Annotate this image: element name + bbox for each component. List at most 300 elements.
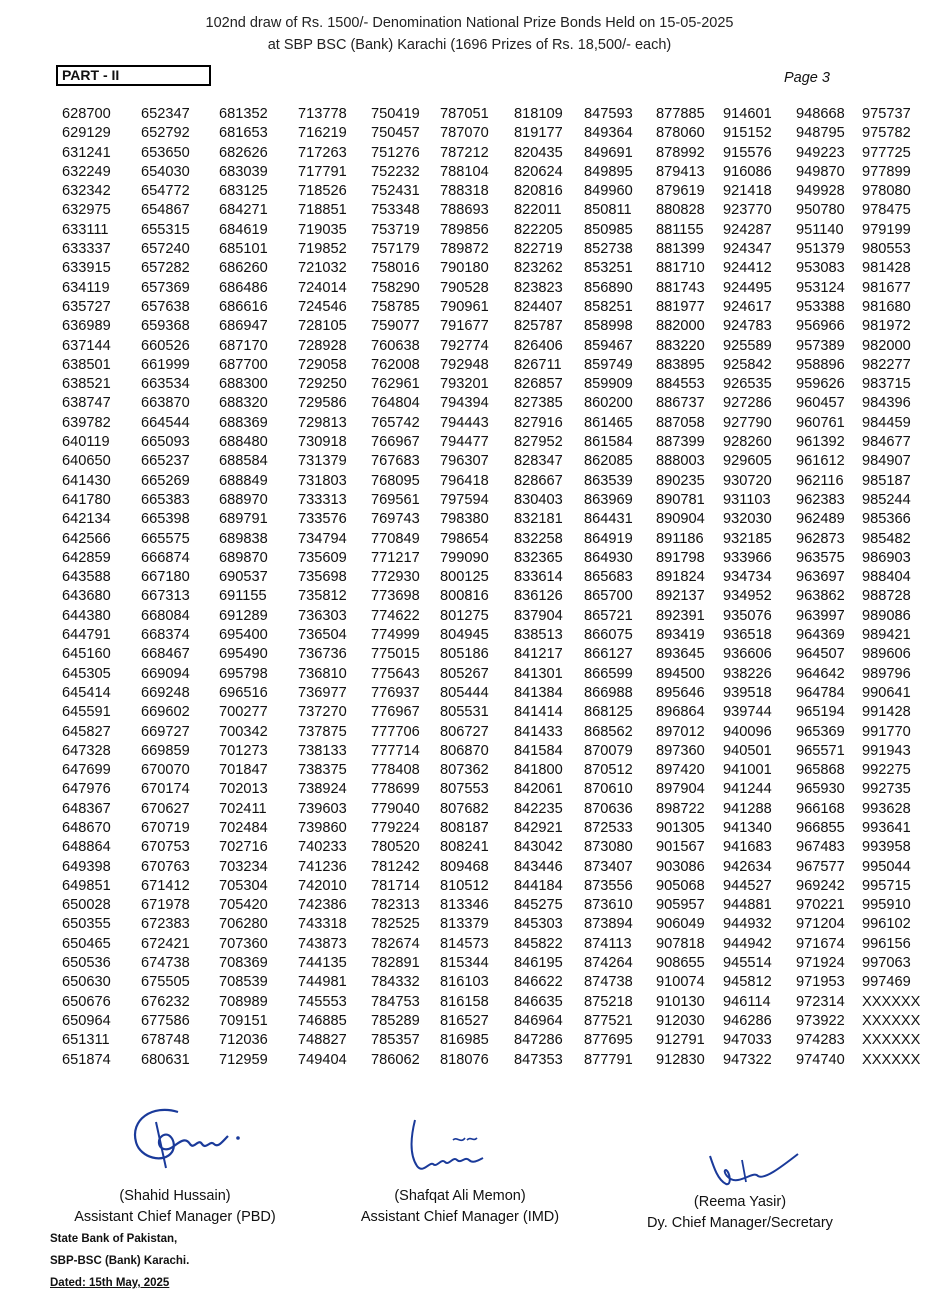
prize-number: 672383 — [141, 916, 190, 933]
prize-number: 669602 — [141, 704, 190, 721]
prize-number: 652792 — [141, 125, 190, 142]
prize-number: 792948 — [440, 356, 489, 373]
prize-number: 776967 — [371, 704, 420, 721]
prize-number: 632342 — [62, 183, 111, 200]
prize-number: 822011 — [514, 202, 562, 219]
prize-number: 769561 — [371, 491, 420, 508]
prize-number: 707360 — [219, 935, 268, 952]
prize-number: 633111 — [62, 221, 109, 238]
signatory-2 — [345, 1110, 575, 1228]
prize-number: 728928 — [298, 337, 347, 354]
prize-number: 941288 — [723, 800, 772, 817]
prize-number: 749404 — [298, 1051, 347, 1068]
prize-number: 695400 — [219, 627, 268, 644]
prize-number: 947033 — [723, 1032, 772, 1049]
prize-number: 717791 — [298, 163, 347, 180]
prize-number: 864431 — [584, 511, 633, 528]
prize-number: 641780 — [62, 491, 111, 508]
prize-number: 672421 — [141, 935, 190, 952]
prize-number: 753348 — [371, 202, 420, 219]
prize-number: 758016 — [371, 260, 420, 277]
prize-number: 640650 — [62, 453, 111, 470]
prize-number: 991428 — [862, 704, 911, 721]
prize-number: 959626 — [796, 376, 845, 393]
prize-number: 991770 — [862, 723, 911, 740]
prize-number: 934952 — [723, 588, 772, 605]
prize-number: 688584 — [219, 453, 268, 470]
prize-number: 644791 — [62, 627, 111, 644]
prize-number: 766967 — [371, 434, 420, 451]
prize-number: 849364 — [584, 125, 633, 142]
prize-number: 736303 — [298, 607, 347, 624]
prize-number: 941340 — [723, 819, 772, 836]
signatory-3-title: Dy. Chief Manager/Secretary — [647, 1215, 833, 1231]
prize-number: 846195 — [514, 955, 563, 972]
prize-number: 650028 — [62, 897, 111, 914]
prize-number: 650355 — [62, 916, 111, 933]
prize-number: 984459 — [862, 414, 911, 431]
prize-number: 993958 — [862, 839, 911, 856]
prize-number: 688320 — [219, 395, 268, 412]
prize-number: 681653 — [219, 125, 268, 142]
prize-number: 824407 — [514, 298, 563, 315]
prize-number: 813379 — [440, 916, 489, 933]
prize-number: 659368 — [141, 318, 190, 335]
prize-number: 951379 — [796, 241, 845, 258]
prize-number: 827916 — [514, 414, 563, 431]
prize-number: 958896 — [796, 356, 845, 373]
prize-number: 818076 — [440, 1051, 489, 1068]
prize-number: 686260 — [219, 260, 268, 277]
prize-number: 859749 — [584, 356, 633, 373]
prize-number: 940096 — [723, 723, 772, 740]
prize-number: 650630 — [62, 974, 111, 991]
prize-number: 881710 — [656, 260, 705, 277]
prize-number: 997469 — [862, 974, 911, 991]
prize-number: 647328 — [62, 742, 111, 759]
prize-number: 936518 — [723, 627, 772, 644]
prize-number: 982000 — [862, 337, 911, 354]
prize-number: 651311 — [62, 1032, 110, 1049]
prize-number: 771217 — [371, 549, 420, 566]
prize-number: 971674 — [796, 935, 845, 952]
prize-number: 847593 — [584, 106, 633, 122]
prize-number: 945514 — [723, 955, 772, 972]
prize-number: 667313 — [141, 588, 190, 605]
prize-number: 905068 — [656, 877, 705, 894]
prize-number: 944881 — [723, 897, 772, 914]
prize-number: 941001 — [723, 762, 772, 779]
issuer-footer — [50, 1228, 189, 1294]
prize-number: 877791 — [584, 1051, 633, 1068]
prize-number: 870636 — [584, 800, 633, 817]
prize-number: 953083 — [796, 260, 845, 277]
prize-number: 649851 — [62, 877, 111, 894]
prize-number: 677586 — [141, 1012, 190, 1029]
prize-number: 996156 — [862, 935, 911, 952]
prize-number: 938226 — [723, 665, 772, 682]
prize-number: 891798 — [656, 549, 705, 566]
prize-number: 870512 — [584, 762, 633, 779]
prize-number: 953124 — [796, 279, 845, 296]
prize-number: 949870 — [796, 163, 845, 180]
prize-number: 947322 — [723, 1051, 772, 1068]
prize-number: 971924 — [796, 955, 845, 972]
prize-number: 932185 — [723, 530, 772, 547]
prize-number: 962116 — [796, 472, 844, 489]
prize-number: 953388 — [796, 298, 845, 315]
prize-number: 883220 — [656, 337, 705, 354]
prize-number: 665383 — [141, 491, 190, 508]
prize-number: 819177 — [514, 125, 563, 142]
prize-number: 706280 — [219, 916, 268, 933]
signatory-3-name: (Reema Yasir) — [693, 1194, 787, 1210]
prize-number: 805186 — [440, 646, 489, 663]
prize-number: 816985 — [440, 1032, 489, 1049]
prize-number: 887058 — [656, 414, 705, 431]
prize-number: 729250 — [298, 376, 347, 393]
prize-number: 963862 — [796, 588, 845, 605]
prize-number: 961392 — [796, 434, 845, 451]
prize-number: 801275 — [440, 607, 489, 624]
prize-number: 753719 — [371, 221, 420, 238]
prize-number: 878992 — [656, 144, 705, 161]
prize-number: 774622 — [371, 607, 420, 624]
prize-number: 864930 — [584, 549, 633, 566]
prize-number: 903086 — [656, 858, 705, 875]
prize-number: 713778 — [298, 106, 347, 122]
prize-number: 925589 — [723, 337, 772, 354]
prize-number: 841433 — [514, 723, 563, 740]
prize-number: 669859 — [141, 742, 190, 759]
prize-number: 984907 — [862, 453, 911, 470]
footer-line-1: State Bank of Pakistan, — [50, 1233, 178, 1245]
prize-number: 828667 — [514, 472, 563, 489]
prize-number: 924412 — [723, 260, 772, 277]
prize-number: 779224 — [371, 819, 420, 836]
number-column — [796, 105, 862, 1070]
prize-number: 665398 — [141, 511, 190, 528]
prize-number: 823823 — [514, 279, 563, 296]
prize-number: 893645 — [656, 646, 705, 663]
prize-number: 642566 — [62, 530, 111, 547]
prize-number: 941244 — [723, 781, 772, 798]
prize-number: 768095 — [371, 472, 420, 489]
prize-number: 731379 — [298, 453, 347, 470]
prize-number: 730918 — [298, 434, 347, 451]
prize-number: 980553 — [862, 241, 911, 258]
prize-number: 989796 — [862, 665, 911, 682]
prize-number: 894500 — [656, 665, 705, 682]
prize-number: 827385 — [514, 395, 563, 412]
prize-number: 965571 — [796, 742, 845, 759]
prize-number: 810512 — [440, 877, 489, 894]
prize-number: 874264 — [584, 955, 633, 972]
prize-number: 995044 — [862, 858, 911, 875]
prize-number: 643588 — [62, 569, 111, 586]
prize-number: 950780 — [796, 202, 845, 219]
prize-number: 893419 — [656, 627, 705, 644]
prize-number: 908655 — [656, 955, 705, 972]
prize-number: 703234 — [219, 858, 268, 875]
prize-number: 712036 — [219, 1032, 268, 1049]
prize-number: 927286 — [723, 395, 772, 412]
prize-number: 981680 — [862, 298, 911, 315]
prize-number: 758785 — [371, 298, 420, 315]
prize-number: 837904 — [514, 607, 563, 624]
prize-number: 798380 — [440, 511, 489, 528]
prize-number: 652347 — [141, 106, 190, 122]
prize-number: 993628 — [862, 800, 911, 817]
prize-number: 695798 — [219, 665, 268, 682]
prize-number: 946114 — [723, 993, 771, 1010]
prize-number: 784753 — [371, 993, 420, 1010]
prize-number: 641430 — [62, 472, 111, 489]
prize-number: 647699 — [62, 762, 111, 779]
prize-number: 632249 — [62, 163, 111, 180]
prize-number: 966168 — [796, 800, 845, 817]
signature-image-3 — [630, 1150, 850, 1192]
prize-number: 982277 — [862, 356, 911, 373]
number-column — [219, 105, 298, 1070]
prize-number: 705304 — [219, 877, 268, 894]
prize-number: 792774 — [440, 337, 489, 354]
prize-number: 988728 — [862, 588, 911, 605]
prize-number: 670627 — [141, 800, 190, 817]
prize-number: 901567 — [656, 839, 705, 856]
prize-number: 884553 — [656, 376, 705, 393]
prize-number: 757179 — [371, 241, 420, 258]
prize-number: 793201 — [440, 376, 489, 393]
prize-number: 940501 — [723, 742, 772, 759]
prize-number: 856890 — [584, 279, 633, 296]
prize-number: 735698 — [298, 569, 347, 586]
prize-number: 787051 — [440, 106, 489, 122]
prize-number: 873407 — [584, 858, 633, 875]
prize-number: 651874 — [62, 1051, 111, 1068]
prize-number: 719035 — [298, 221, 347, 238]
prize-number: 868125 — [584, 704, 633, 721]
prize-number: 825787 — [514, 318, 563, 335]
prize-number: 915152 — [723, 125, 772, 142]
prize-number: 912830 — [656, 1051, 705, 1068]
prize-number: 689838 — [219, 530, 268, 547]
prize-number: 975782 — [862, 125, 911, 142]
prize-number: 925842 — [723, 356, 772, 373]
prize-number: 842235 — [514, 800, 563, 817]
prize-number: 897904 — [656, 781, 705, 798]
prize-number: 670763 — [141, 858, 190, 875]
prize-number: 859909 — [584, 376, 633, 393]
prize-number: 702411 — [219, 800, 267, 817]
prize-number: 788318 — [440, 183, 489, 200]
prize-number: 965369 — [796, 723, 845, 740]
prize-number: 915576 — [723, 144, 772, 161]
prize-number: 807682 — [440, 800, 489, 817]
prize-number: 789856 — [440, 221, 489, 238]
prize-number: 762008 — [371, 356, 420, 373]
prize-number: 712959 — [219, 1051, 268, 1068]
prize-number: 896864 — [656, 704, 705, 721]
prize-number: 924495 — [723, 279, 772, 296]
prize-number: 846635 — [514, 993, 563, 1010]
prize-number: 744981 — [298, 974, 347, 991]
prize-number: 733576 — [298, 511, 347, 528]
prize-number: 636989 — [62, 318, 111, 335]
prize-number: 946286 — [723, 1012, 772, 1029]
prize-number: 650964 — [62, 1012, 111, 1029]
prize-number: 973922 — [796, 1012, 845, 1029]
prize-number: 784332 — [371, 974, 420, 991]
prize-number: 736810 — [298, 665, 347, 682]
prize-number: 682626 — [219, 144, 268, 161]
prize-number: 912791 — [656, 1032, 705, 1049]
prize-number: 841414 — [514, 704, 563, 721]
prize-number: 844184 — [514, 877, 563, 894]
prize-number: 789872 — [440, 241, 489, 258]
prize-number: 864919 — [584, 530, 633, 547]
prize-number: 842061 — [514, 781, 563, 798]
prize-number: 680631 — [141, 1051, 190, 1068]
prize-number: 841301 — [514, 665, 563, 682]
prize-number: 683125 — [219, 183, 268, 200]
prize-number: 797594 — [440, 491, 489, 508]
prize-number: 735609 — [298, 549, 347, 566]
prize-number: 787212 — [440, 144, 489, 161]
number-column — [62, 105, 141, 1070]
prize-number: 989421 — [862, 627, 911, 644]
prize-number: 778699 — [371, 781, 420, 798]
prize-number: 866127 — [584, 646, 633, 663]
prize-number: 804945 — [440, 627, 489, 644]
prize-number: 671412 — [141, 877, 190, 894]
prize-number: 735812 — [298, 588, 347, 605]
prize-number: 665269 — [141, 472, 190, 489]
prize-number: 944527 — [723, 877, 772, 894]
prize-number: 650536 — [62, 955, 111, 972]
prize-number: 701273 — [219, 742, 268, 759]
prize-number: 978080 — [862, 183, 911, 200]
prize-number: 700277 — [219, 704, 268, 721]
prize-number: 849895 — [584, 163, 633, 180]
prize-number: 669727 — [141, 723, 190, 740]
prize-number: 964784 — [796, 684, 845, 701]
prize-number: 718851 — [298, 202, 347, 219]
prize-number: 963997 — [796, 607, 845, 624]
prize-number: 832365 — [514, 549, 563, 566]
prize-number: 654030 — [141, 163, 190, 180]
prize-number: 739603 — [298, 800, 347, 817]
prize-number: 767683 — [371, 453, 420, 470]
prize-number: 740233 — [298, 839, 347, 856]
prize-number: 985482 — [862, 530, 911, 547]
prize-number: 721032 — [298, 260, 347, 277]
prize-number: 949928 — [796, 183, 845, 200]
prize-number: 956966 — [796, 318, 845, 335]
prize-number: 966855 — [796, 819, 845, 836]
prize-number: 738133 — [298, 742, 347, 759]
prize-number: 897012 — [656, 723, 705, 740]
prize-number: 977725 — [862, 144, 911, 161]
prize-number: 841384 — [514, 684, 563, 701]
prize-number: 995910 — [862, 897, 911, 914]
document-header — [0, 12, 939, 56]
prize-number: 833614 — [514, 569, 563, 586]
prize-number: 634119 — [62, 279, 110, 296]
prize-number: 877521 — [584, 1012, 633, 1029]
prize-number: 794443 — [440, 414, 489, 431]
prize-number: 794394 — [440, 395, 489, 412]
prize-number: 748827 — [298, 1032, 347, 1049]
prize-number: 914601 — [723, 106, 772, 122]
prize-number: 907818 — [656, 935, 705, 952]
prize-number: 648670 — [62, 819, 111, 836]
prize-number: 862085 — [584, 453, 633, 470]
prize-number: 924617 — [723, 298, 772, 315]
prize-number: 716219 — [298, 125, 347, 142]
prize-number: 845303 — [514, 916, 563, 933]
prize-number: 847286 — [514, 1032, 563, 1049]
prize-number: 779040 — [371, 800, 420, 817]
prize-number: 891186 — [656, 530, 704, 547]
prize-number: 933966 — [723, 549, 772, 566]
prize-number: 676232 — [141, 993, 190, 1010]
prize-number: 743318 — [298, 916, 347, 933]
prize-number: 737875 — [298, 723, 347, 740]
prize-number: 702716 — [219, 839, 268, 856]
prize-number: 765742 — [371, 414, 420, 431]
signatory-2-title: Assistant Chief Manager (IMD) — [360, 1209, 560, 1225]
prize-number: 742386 — [298, 897, 347, 914]
prize-number: 664544 — [141, 414, 190, 431]
header-line-2: at SBP BSC (Bank) Karachi (1696 Prizes of Rs. 18,500/- each) — [267, 37, 672, 53]
prize-number: 657282 — [141, 260, 190, 277]
prize-number: 963575 — [796, 549, 845, 566]
prize-number: 881743 — [656, 279, 705, 296]
prize-number: 934734 — [723, 569, 772, 586]
prize-number: 892137 — [656, 588, 705, 605]
prize-number: 830403 — [514, 491, 563, 508]
prize-number: 752232 — [371, 163, 420, 180]
prize-number: 691155 — [219, 588, 267, 605]
prize-number: 808187 — [440, 819, 489, 836]
prize-number: 628700 — [62, 106, 111, 122]
prize-number: XXXXXX — [862, 1012, 921, 1029]
prize-number: 949223 — [796, 144, 845, 161]
prize-number: 820435 — [514, 144, 563, 161]
prize-number: 858251 — [584, 298, 633, 315]
prize-number: 820624 — [514, 163, 563, 180]
footer-dated: Dated: 15th May, 2025 — [50, 1277, 170, 1289]
prize-number: 738375 — [298, 762, 347, 779]
number-column — [723, 105, 796, 1070]
prize-number: 850985 — [584, 221, 633, 238]
prize-number: 709151 — [219, 1012, 268, 1029]
prize-number: 820816 — [514, 183, 563, 200]
prize-number: 671978 — [141, 897, 190, 914]
prize-number: 654867 — [141, 202, 190, 219]
prize-number: 758290 — [371, 279, 420, 296]
number-column — [584, 105, 656, 1070]
prize-number: 906049 — [656, 916, 705, 933]
prize-number: 945812 — [723, 974, 772, 991]
prize-number: 962873 — [796, 530, 845, 547]
prize-number: 967483 — [796, 839, 845, 856]
signature-image-1 — [60, 1098, 290, 1186]
prize-number: 645591 — [62, 704, 111, 721]
prize-number: 686616 — [219, 298, 268, 315]
number-column — [656, 105, 723, 1070]
